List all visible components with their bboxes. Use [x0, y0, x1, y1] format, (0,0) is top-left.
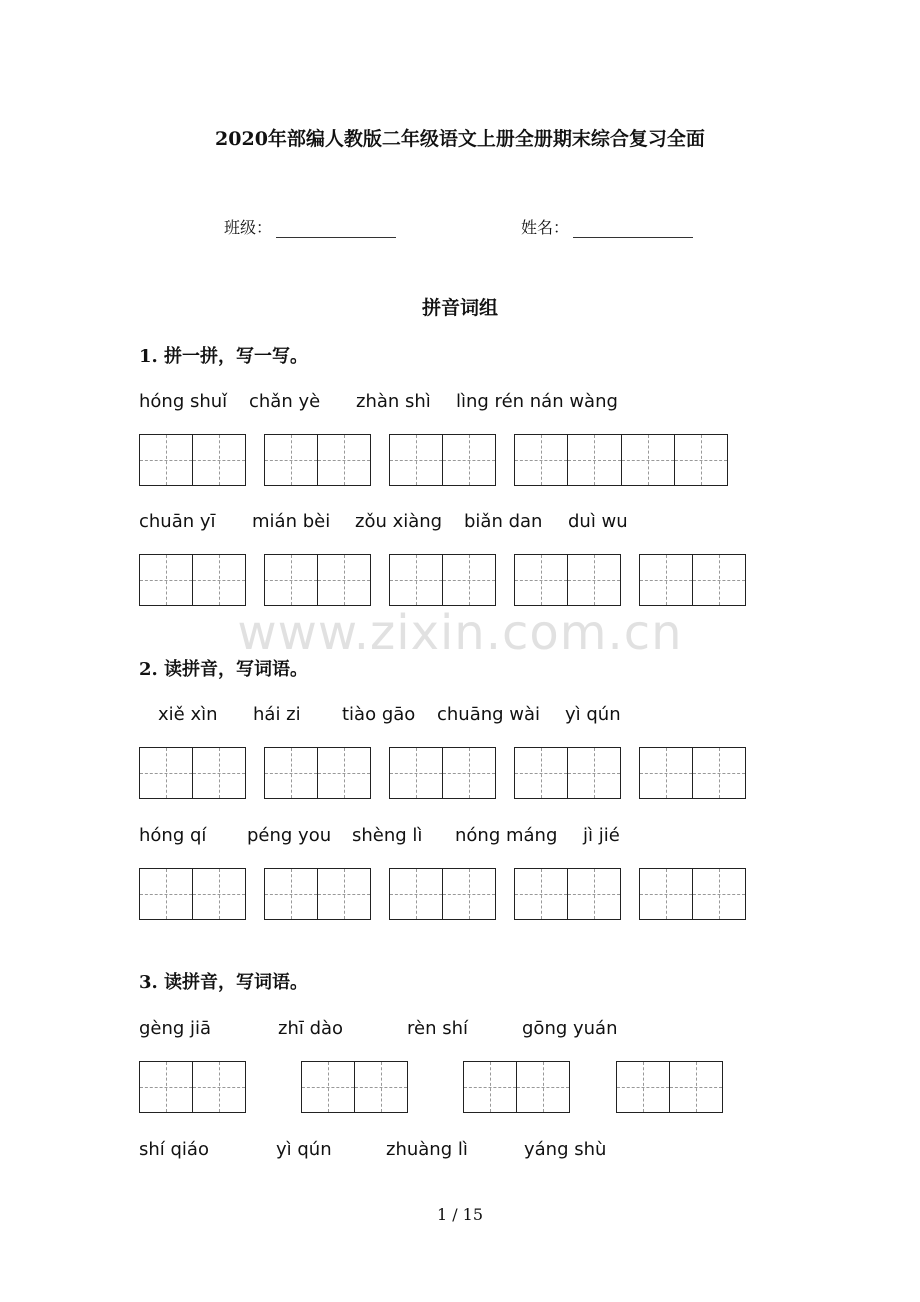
- pinyin-label: shí qiáo: [139, 1139, 209, 1160]
- question-heading: 3. 读拼音，写词语。: [139, 972, 309, 993]
- writing-grid[interactable]: [514, 554, 621, 606]
- pinyin-label: yì qún: [565, 704, 621, 725]
- writing-grid[interactable]: [463, 1061, 570, 1113]
- pinyin-label: duì wu: [568, 511, 628, 532]
- pinyin-label: chuān yī: [139, 511, 216, 532]
- pinyin-label: yáng shù: [524, 1139, 607, 1160]
- pinyin-label: zhuàng lì: [386, 1139, 468, 1160]
- writing-grid[interactable]: [389, 554, 496, 606]
- pinyin-label: chuāng wài: [437, 704, 541, 725]
- question-heading: 2. 读拼音，写词语。: [139, 659, 309, 680]
- pinyin-label: péng you: [247, 825, 332, 846]
- writing-grid[interactable]: [616, 1061, 723, 1113]
- pinyin-label: chǎn yè: [249, 391, 321, 412]
- name-label: 姓名：: [521, 218, 570, 237]
- writing-grid[interactable]: [264, 554, 371, 606]
- name-blank: [573, 219, 693, 238]
- pinyin-label: lìng rén nán wàng: [456, 391, 618, 412]
- writing-grid[interactable]: [639, 868, 746, 920]
- writing-grid[interactable]: [301, 1061, 408, 1113]
- writing-grid[interactable]: [514, 868, 621, 920]
- pinyin-label: nóng máng: [455, 825, 558, 846]
- document-title: 2020年部编人教版二年级语文上册全册期末综合复习全面: [215, 128, 705, 150]
- writing-grid[interactable]: [639, 747, 746, 799]
- writing-grid[interactable]: [389, 434, 496, 486]
- pinyin-label: yì qún: [276, 1139, 332, 1160]
- class-field: [224, 215, 396, 238]
- writing-grid[interactable]: [264, 868, 371, 920]
- pinyin-label: hóng shuǐ: [139, 391, 228, 412]
- class-blank: [276, 219, 396, 238]
- pinyin-label: zhī dào: [278, 1018, 344, 1039]
- writing-grid[interactable]: [139, 868, 246, 920]
- question-heading: 1. 拼一拼，写一写。: [139, 346, 309, 367]
- writing-grid[interactable]: [389, 868, 496, 920]
- pinyin-label: gèng jiā: [139, 1018, 212, 1039]
- pinyin-label: rèn shí: [407, 1018, 468, 1039]
- pinyin-label: hái zi: [253, 704, 301, 725]
- section-title: 拼音词组: [421, 297, 498, 319]
- pinyin-label: gōng yuán: [522, 1018, 618, 1039]
- writing-grid[interactable]: [264, 747, 371, 799]
- writing-grid[interactable]: [264, 434, 371, 486]
- pinyin-label: zhàn shì: [356, 391, 431, 412]
- pinyin-label: jì jié: [583, 825, 620, 846]
- pinyin-label: biǎn dan: [464, 511, 543, 532]
- page-number: 1 / 15: [436, 1205, 484, 1224]
- writing-grid[interactable]: [139, 434, 246, 486]
- pinyin-label: mián bèi: [252, 511, 331, 532]
- writing-grid[interactable]: [139, 1061, 246, 1113]
- pinyin-label: tiào gāo: [342, 704, 416, 725]
- pinyin-label: xiě xìn: [158, 704, 218, 725]
- writing-grid[interactable]: [139, 747, 246, 799]
- writing-grid[interactable]: [639, 554, 746, 606]
- writing-grid[interactable]: [389, 747, 496, 799]
- pinyin-label: shèng lì: [352, 825, 423, 846]
- writing-grid[interactable]: [514, 747, 621, 799]
- name-field: [521, 215, 693, 238]
- writing-grid[interactable]: [139, 554, 246, 606]
- watermark: www.zixin.com.cn: [237, 605, 683, 661]
- writing-grid[interactable]: [514, 434, 728, 486]
- pinyin-label: zǒu xiàng: [355, 511, 443, 532]
- class-label: 班级：: [224, 218, 273, 237]
- pinyin-label: hóng qí: [139, 825, 207, 846]
